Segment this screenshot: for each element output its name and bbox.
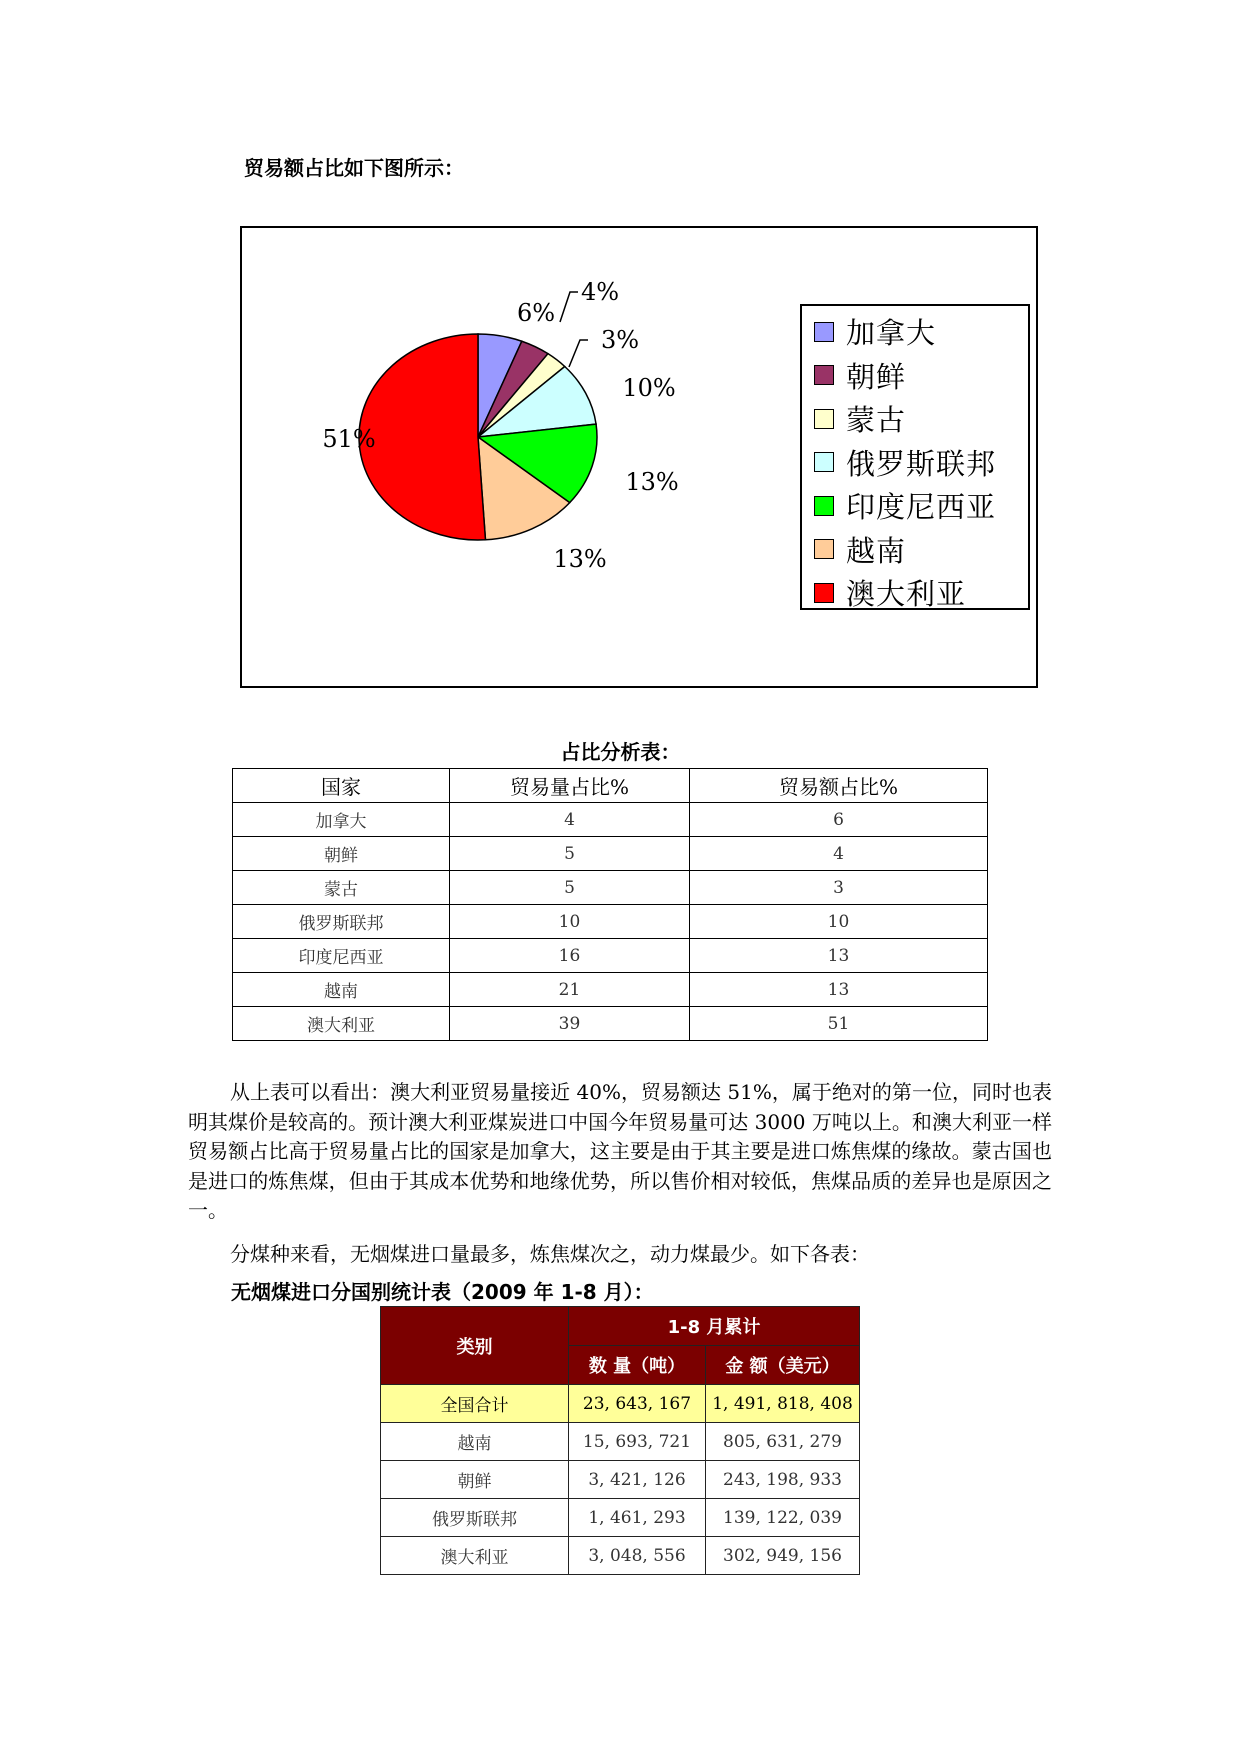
coal-header-row-1	[381, 1307, 860, 1346]
table-row	[233, 939, 988, 973]
volume-share-cell: 4	[450, 803, 690, 837]
slice-value-label: 13%	[553, 545, 607, 573]
quantity-cell: 1, 461, 293	[569, 1499, 706, 1537]
country-cell: 朝鲜	[233, 837, 450, 871]
legend-item	[802, 441, 1028, 485]
legend-item	[802, 354, 1028, 398]
country-cell: 澳大利亚	[233, 1007, 450, 1041]
national-total-row	[381, 1385, 860, 1423]
table-row	[233, 871, 988, 905]
header-value-share: 贸易额占比%	[690, 769, 988, 803]
legend-label: 印度尼西亚	[846, 490, 997, 525]
legend-swatch	[814, 496, 834, 516]
amount-cell: 805, 631, 279	[706, 1423, 860, 1461]
legend-label: 朝鲜	[846, 359, 907, 394]
coal-type-paragraph: 分煤种来看，无烟煤进口量最多，炼焦煤次之，动力煤最少。如下各表：	[230, 1242, 870, 1266]
country-cell: 澳大利亚	[381, 1537, 569, 1575]
value-share-cell: 13	[690, 973, 988, 1007]
legend-item	[802, 571, 1028, 615]
pie-chart-frame	[240, 226, 1038, 688]
slice-value-label: 10%	[622, 374, 676, 402]
legend-label: 加拿大	[846, 316, 937, 351]
amount-cell: 139, 122, 039	[706, 1499, 860, 1537]
coal-table-title: 无烟煤进口分国别统计表（2009 年 1-8 月）：	[231, 1280, 654, 1304]
value-share-cell: 3	[690, 871, 988, 905]
legend-item	[802, 528, 1028, 572]
legend-swatch	[814, 539, 834, 559]
legend-item	[802, 397, 1028, 441]
header-cumulative: 1-8 月累计	[569, 1307, 860, 1346]
value-share-cell: 13	[690, 939, 988, 973]
legend-swatch	[814, 409, 834, 429]
country-cell: 印度尼西亚	[233, 939, 450, 973]
quantity-cell: 3, 421, 126	[569, 1461, 706, 1499]
country-cell: 越南	[381, 1423, 569, 1461]
amount-cell: 302, 949, 156	[706, 1537, 860, 1575]
analysis-table-title: 占比分析表：	[560, 740, 681, 764]
slice-value-label: 51%	[322, 425, 376, 453]
country-cell: 蒙古	[233, 871, 450, 905]
leader-line	[569, 340, 588, 367]
total-quantity: 23, 643, 167	[569, 1385, 706, 1423]
legend-item	[802, 484, 1028, 528]
header-volume-share: 贸易量占比%	[450, 769, 690, 803]
value-share-cell: 10	[690, 905, 988, 939]
table-row	[233, 837, 988, 871]
leader-line	[560, 292, 578, 322]
amount-cell: 243, 198, 933	[706, 1461, 860, 1499]
total-name: 全国合计	[381, 1385, 569, 1423]
legend-swatch	[814, 322, 834, 342]
total-amount: 1, 491, 818, 408	[706, 1385, 860, 1423]
volume-share-cell: 39	[450, 1007, 690, 1041]
volume-share-cell: 5	[450, 871, 690, 905]
legend-label: 蒙古	[846, 403, 907, 438]
value-share-cell: 6	[690, 803, 988, 837]
analysis-header-row	[233, 769, 988, 803]
table-row	[233, 803, 988, 837]
slice-value-label: 6%	[516, 299, 556, 327]
table-row	[381, 1537, 860, 1575]
analysis-paragraph: 从上表可以看出：澳大利亚贸易量接近 40%，贸易额达 51%，属于绝对的第一位，同时也表明其煤价是较高的。预计澳大利亚煤炭进口中国今年贸易量可达 3000 万吨以上。和澳大利亚一样贸易额占比高于贸易量占比的国家是加拿大，这主要是由于其主要是进口炼焦煤的缘故。蒙古国也是进口的炼焦煤，但由于其成本优势和地缘优势，所以售价相对较低，焦煤品质的差异也是原因之一。	[188, 1080, 1052, 1222]
slice-value-label: 13%	[625, 468, 679, 496]
header-category: 类别	[381, 1307, 569, 1385]
table-row	[233, 1007, 988, 1041]
legend-label: 澳大利亚	[846, 577, 967, 612]
quantity-cell: 15, 693, 721	[569, 1423, 706, 1461]
volume-share-cell: 16	[450, 939, 690, 973]
country-cell: 加拿大	[233, 803, 450, 837]
volume-share-cell: 10	[450, 905, 690, 939]
pie-slice	[359, 334, 485, 540]
quantity-cell: 3, 048, 556	[569, 1537, 706, 1575]
chart-legend	[800, 304, 1030, 610]
table-row	[233, 973, 988, 1007]
legend-swatch	[814, 452, 834, 472]
anthracite-import-table	[380, 1306, 860, 1575]
table-row	[381, 1499, 860, 1537]
country-cell: 朝鲜	[381, 1461, 569, 1499]
intro-text: 贸易额占比如下图所示：	[244, 156, 464, 180]
country-cell: 越南	[233, 973, 450, 1007]
header-country: 国家	[233, 769, 450, 803]
legend-swatch	[814, 583, 834, 603]
slice-value-label: 3%	[600, 326, 640, 354]
country-cell: 俄罗斯联邦	[233, 905, 450, 939]
legend-label: 越南	[846, 533, 907, 568]
table-row	[381, 1461, 860, 1499]
value-share-cell: 51	[690, 1007, 988, 1041]
header-amount: 金 额（美元）	[706, 1346, 860, 1385]
table-row	[233, 905, 988, 939]
volume-share-cell: 21	[450, 973, 690, 1007]
value-share-cell: 4	[690, 837, 988, 871]
table-row	[381, 1423, 860, 1461]
header-quantity: 数 量（吨）	[569, 1346, 706, 1385]
volume-share-cell: 5	[450, 837, 690, 871]
legend-item	[802, 310, 1028, 354]
country-cell: 俄罗斯联邦	[381, 1499, 569, 1537]
legend-swatch	[814, 365, 834, 385]
slice-value-label: 4%	[580, 278, 620, 306]
legend-label: 俄罗斯联邦	[846, 446, 997, 481]
analysis-table	[232, 768, 988, 1041]
